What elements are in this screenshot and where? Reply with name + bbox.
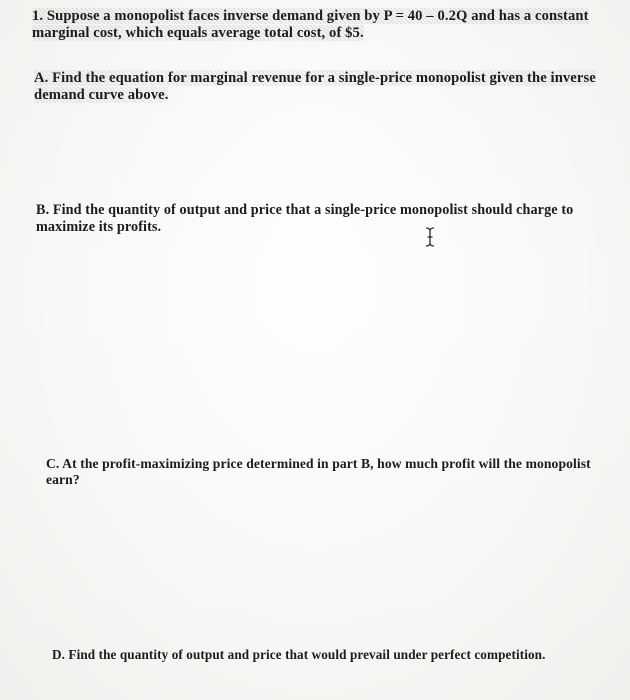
- intro-line-2: [32, 25, 628, 42]
- question-1-intro: [32, 8, 628, 42]
- part-c: [46, 456, 616, 488]
- part-d: [52, 646, 612, 663]
- part-a-line-1: [34, 70, 624, 87]
- part-b: [36, 202, 596, 236]
- intro-line-1-highlight: [32, 8, 589, 24]
- text-cursor-icon: [424, 227, 436, 247]
- question-number: 1.: [32, 8, 44, 24]
- part-a-line-2-text: demand curve above.: [34, 87, 169, 103]
- part-a-line-1-text: A. Find the equation for marginal revenue for a single-price monopolist given the inverse: [34, 70, 596, 86]
- part-b-line-2: maximize its profits.: [36, 219, 162, 235]
- intro-line-1-text: Suppose a monopolist faces inverse demand given by P = 40 – 0.2Q and has a constant: [46, 8, 589, 24]
- part-a: [34, 70, 624, 104]
- part-b-line-1: B. Find the quantity of output and price that a single-price monopolist should charge to: [36, 202, 574, 218]
- part-d-line-1: D. Find the quantity of output and price that would prevail under perfect competition.: [52, 647, 546, 662]
- part-c-line-1: C. At the profit-maximizing price determined in part B, how much profit will the monopolist: [46, 456, 591, 471]
- part-a-line-2: [34, 87, 624, 104]
- intro-line-2-text: marginal cost, which equals average total cost, of $5.: [32, 25, 364, 41]
- part-c-line-2: earn?: [46, 472, 80, 487]
- intro-line-1: [32, 8, 628, 25]
